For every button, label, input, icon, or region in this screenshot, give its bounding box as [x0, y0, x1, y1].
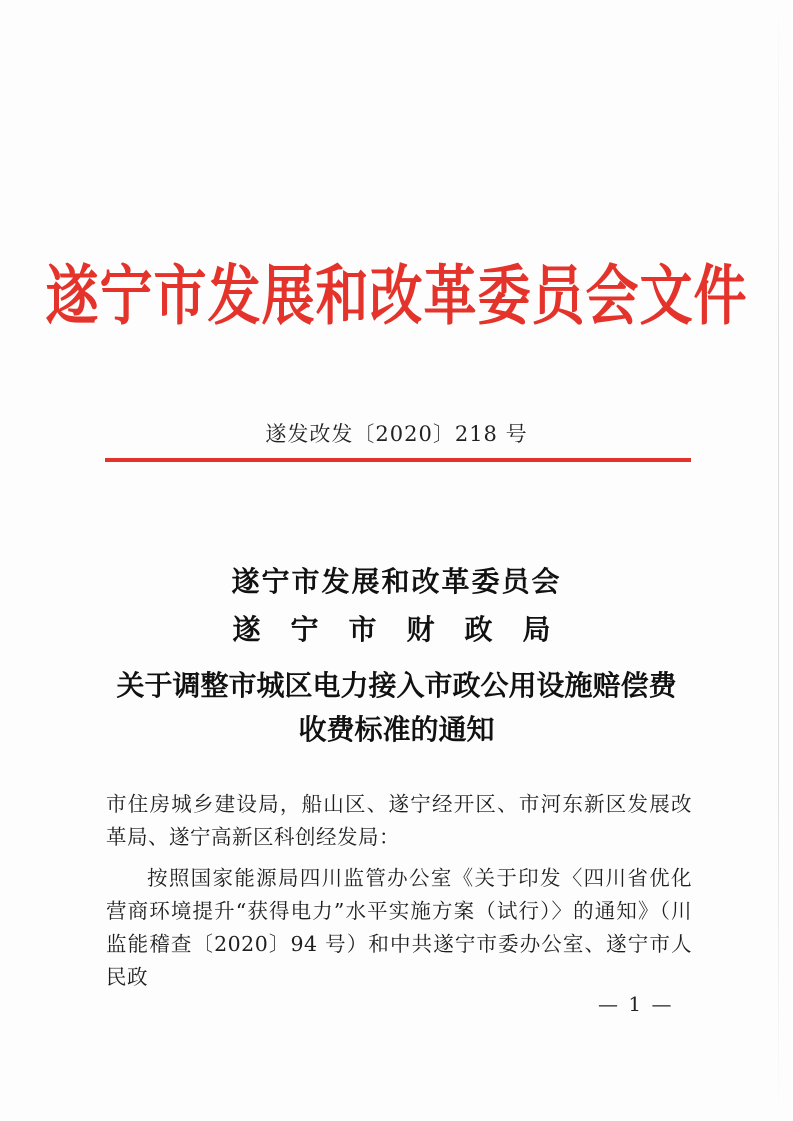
page-number: — 1 —	[598, 992, 674, 1016]
masthead-title: 遂宁市发展和改革委员会文件	[45, 259, 748, 334]
issuer-name-1: 遂宁市发展和改革委员会	[231, 565, 562, 598]
notice-title-line-1: 关于调整市城区电力接入市政公用设施赔偿费	[116, 669, 677, 702]
document-number: 遂发改发〔2020〕218 号	[265, 422, 528, 446]
issuer-name-2: 遂宁市财政局	[232, 613, 581, 646]
notice-title-line-2: 收费标准的通知	[298, 713, 495, 746]
recipients-paragraph: 市住房城乡建设局，船山区、遂宁经开区、市河东新区发展改革局、遂宁高新区科创经发局：	[106, 792, 692, 849]
body-paragraph: 按照国家能源局四川监管办公室《关于印发〈四川省优化营商环境提升“获得电力”水平实施方案（试行）〉的通知》（川监能稽查〔2020〕94 号）和中共遂宁市委办公室、遂宁市人民政	[106, 866, 692, 989]
red-separator-line	[105, 458, 691, 462]
